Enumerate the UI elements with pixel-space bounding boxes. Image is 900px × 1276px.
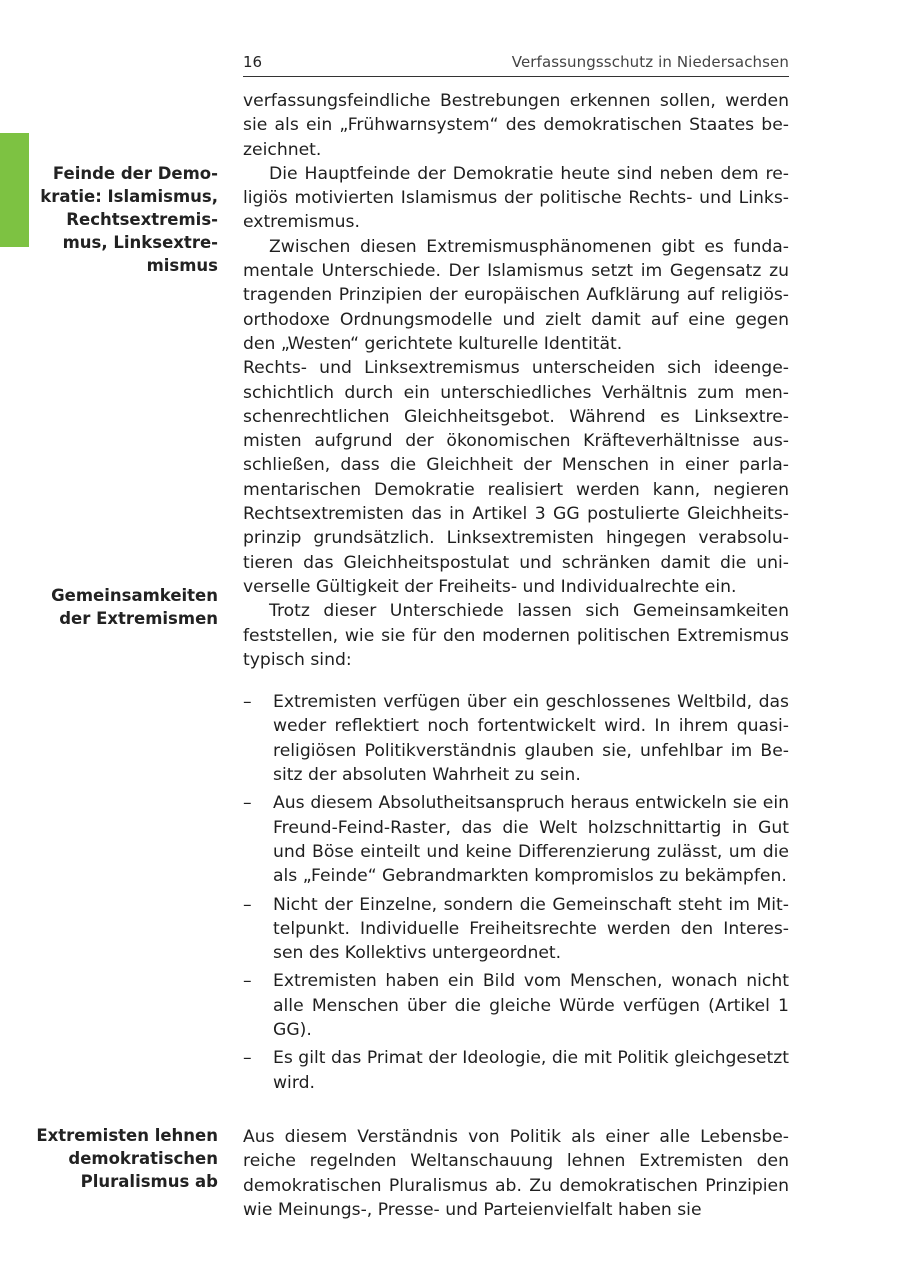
dash-bullet: – — [243, 971, 252, 992]
margin-note-line: kratie: Islamismus, — [40, 187, 218, 206]
list-item-text: Nicht der Einzelne, sondern die Gemeinschaft steht im Mittelpunkt. Individuelle Freiheitsrechte werden den Interessen des Kollektivs untergeordnet. — [273, 894, 789, 964]
paragraph-hauptfeinde: Die Hauptfeinde der Demokratie heute sind neben dem religiös motivierten Islamismus der politische Rechts- und Linksextremismus. — [243, 163, 789, 233]
margin-note-line: Gemeinsamkeiten — [51, 586, 218, 605]
section-accent-bar — [0, 133, 29, 247]
running-title: Verfassungsschutz in Niedersachsen — [511, 53, 789, 71]
dash-bullet: – — [243, 894, 252, 915]
main-text-column — [243, 89, 789, 1099]
paragraph-pluralismus: Aus diesem Verständnis von Politik als einer alle Lebensbereiche regelnden Weltanschauung lehnen Extremisten den demokratischen Pluralismus ab. Zu demokratischen Prinzipien wie Meinungs-, Presse- und Parteienvielfalt haben sie — [243, 1127, 789, 1220]
margin-note-line: demokratischen — [68, 1149, 218, 1168]
margin-note-line: Pluralismus ab — [80, 1172, 218, 1191]
list-item — [243, 1046, 789, 1095]
margin-note-line: Feinde der Demo- — [52, 164, 218, 183]
page-header — [243, 52, 789, 77]
dash-bullet: – — [243, 793, 252, 814]
list-item — [243, 690, 789, 787]
margin-note-line: mismus — [146, 256, 218, 275]
paragraph-unterschiede: Zwischen diesen Extremismusphänomenen gibt es fundamentale Unterschiede. Der Islamismus setzt im Gegensatz zu tragenden Prinzipien der europäischen Aufklärung auf religiös-orthodoxe Ordnungsmodelle und zielt damit auf eine gegen den „Westen“ gerichtete kulturelle Identität. — [243, 236, 789, 354]
page-number: 16 — [243, 53, 263, 71]
margin-note-line: Extremisten lehnen — [36, 1126, 218, 1145]
main-text-continuation — [243, 1125, 789, 1222]
list-item — [243, 969, 789, 1042]
margin-note-line: der Extremismen — [59, 609, 218, 628]
margin-note-line: Rechtsextremis- — [66, 210, 218, 229]
paragraph-rechts-links: Rechts- und Linksextremismus unterscheiden sich ideengeschichtlich durch ein unterschiedliches Verhältnis zum menschenrechtlichen Gleichheitsgebot. Während es Linksextremisten aufgrund der ökonomischen Kräfteverhältnisse ausschließen, dass die Gleichheit der Menschen in einer parlamentarischen Demokratie realisiert werden kann, negieren Rechtsextremisten das in Artikel 3 GG postulierte Gleichheitsprinzip grundsätzlich. Linksextremisten hingegen verabsolutieren das Gleichheitspostulat und schränken damit die universelle Gültigkeit der Freiheits- und Individualrechte ein. — [243, 358, 789, 597]
list-item — [243, 791, 789, 888]
list-item-text: Es gilt das Primat der Ideologie, die mit Politik gleichgesetzt wird. — [273, 1048, 789, 1093]
margin-note-feinde — [28, 162, 218, 277]
list-item-text: Extremisten verfügen über ein geschlossenes Weltbild, das weder reflektiert noch fortentwickelt wird. In ihrem quasireligiösen Politikverständnis glauben sie, unfehlbar im Besitz der absoluten Wahrheit zu sein. — [273, 692, 789, 786]
paragraph-gemeinsamkeiten: Trotz dieser Unterschiede lassen sich Gemeinsamkeiten feststellen, wie sie für den modernen politischen Extremismus typisch sind: — [243, 601, 789, 670]
dash-bullet: – — [243, 692, 252, 713]
margin-note-gemeinsamkeiten — [28, 584, 218, 630]
list-item-text: Aus diesem Absolutheitsanspruch heraus entwickeln sie ein Freund-Feind-Raster, das die Welt holzschnittartig in Gut und Böse einteilt und keine Differenzierung zulässt, um die als „Feinde“ Gebrandmarkten kompromislos zu bekämpfen. — [273, 793, 789, 887]
paragraph-fruehwarnsystem: verfassungsfeindliche Bestrebungen erkennen sollen, werden sie als ein „Frühwarnsystem“ des demokratischen Staates bezeichnet. — [243, 91, 789, 160]
margin-note-pluralismus — [28, 1124, 218, 1193]
dash-bullet: – — [243, 1048, 252, 1069]
list-item-text: Extremisten haben ein Bild vom Menschen, wonach nicht alle Menschen über die gleiche Würde verfügen (Artikel 1 GG). — [273, 971, 789, 1040]
margin-note-line: mus, Linksextre- — [62, 233, 218, 252]
list-item — [243, 893, 789, 966]
